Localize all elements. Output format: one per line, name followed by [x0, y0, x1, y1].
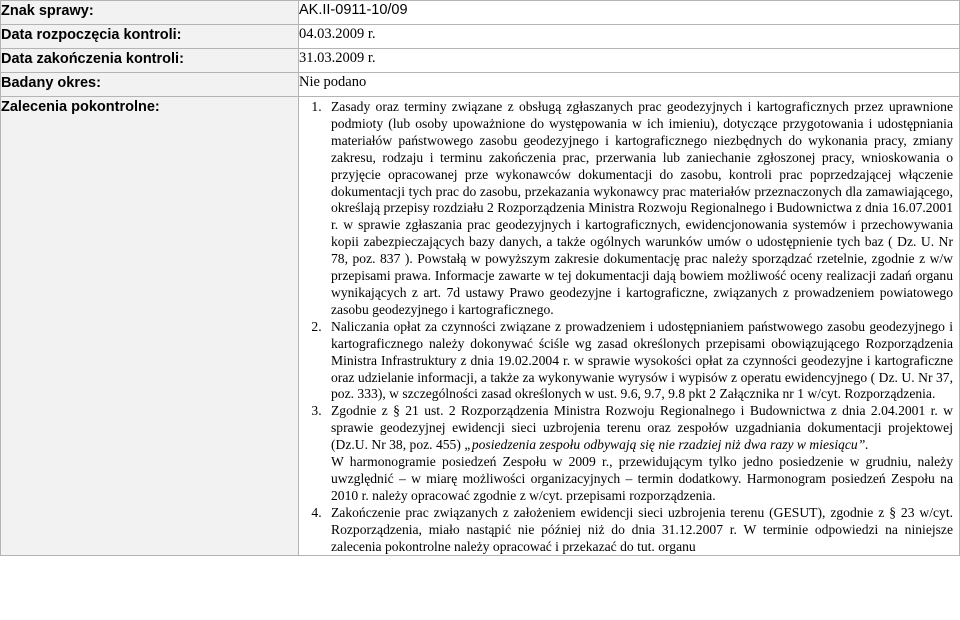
inspection-start-value: 04.03.2009 r.	[299, 25, 960, 49]
recommendations-cell	[299, 97, 960, 556]
recommendation-3-harmonogram: W harmonogramie posiedzeń Zespołu w 2009 r., przewidującym tylko jedno posiedzenie w grudniu, należy uwzględnić – w miarę możliwości organizacyjnych – termin dodatkowy. Harmonogram posiedzeń Zespołu na 2010 r. należy opracować zgodnie z w/cyt. przepisami rozporządzenia.	[331, 454, 953, 503]
recommendation-3-quote: „posiedzenia zespołu odbywają się nie rzadziej niż dwa razy w miesiącu”.	[464, 437, 869, 453]
recommendations-list	[305, 99, 953, 555]
recommendation-4-text: Zakończenie prac związanych z założeniem ewidencji sieci uzbrojenia terenu (GESUT), zgodnie z § 23 w/cyt. Rozporządzenia, miało nastąpić nie później niż do dnia 31.12.2007 r. W terminie odpowiedzi na niniejsze zalecenia pokontrolne należy opracować i przekazać do tut. organu	[331, 504, 953, 554]
recommendations-row	[1, 97, 960, 556]
case-number-label: Znak sprawy:	[1, 1, 299, 25]
inspection-start-row	[1, 25, 960, 49]
case-number-row	[1, 1, 960, 25]
case-number-value: AK.II-0911-10/09	[299, 1, 960, 25]
recommendation-item-3	[325, 403, 953, 504]
inspection-end-row	[1, 49, 960, 73]
examined-period-row	[1, 73, 960, 97]
recommendation-item-4	[325, 505, 953, 556]
recommendation-item-1	[325, 99, 953, 319]
examined-period-label: Badany okres:	[1, 73, 299, 97]
inspection-end-label: Data zakończenia kontroli:	[1, 49, 299, 73]
inspection-end-value: 31.03.2009 r.	[299, 49, 960, 73]
recommendation-item-2	[325, 319, 953, 404]
recommendations-label: Zalecenia pokontrolne:	[1, 97, 299, 556]
inspection-start-label: Data rozpoczęcia kontroli:	[1, 25, 299, 49]
recommendation-2-text: Naliczania opłat za czynności związane z prowadzeniem i udostępnianiem państwowego zasobu geodezyjnego i kartograficznego należy dokonywać ściśle wg zasad określonych przepisami obowiązującego Rozporządzenia Ministra Infrastruktury z dnia 19.02.2004 r. w sprawie wysokości opłat za czynności geodezyjne i kartograficzne oraz udzielanie informacji, a także za wykonywanie wyrysów i wypisów z operatu ewidencyjnego ( Dz. U. Nr 37, poz. 333), w szczególności zasad określonych w ust. 9.6, 9.7, 9.8 pkt 2 Załącznika nr 1 w/cyt. Rozporządzenia.	[331, 318, 953, 402]
examined-period-value: Nie podano	[299, 73, 960, 97]
recommendation-3-text: Zgodnie z § 21 ust. 2 Rozporządzenia Ministra Rozwoju Regionalnego i Budownictwa z dnia 2.04.2001 r. w sprawie geodezyjnej ewidencji sieci uzbrojenia terenu oraz zespołów uzgadniania dokumentacji projektowej (Dz.U. Nr 38, poz. 455)	[331, 403, 953, 453]
recommendation-1-text: Zasady oraz terminy związane z obsługą zgłaszanych prac geodezyjnych i kartograficznych przez uprawnione podmioty (lub osoby upoważnione do występowania w ich imieniu), dotyczące przygotowania i udostępniania materiałów państwowego zasobu geodezyjnego i kartograficznego niezbędnych do wykonania pracy, zmiany zakresu, rodzaju i terminu zakończenia prac, przerwania lub zaniechanie zgłoszonej pracy, wnioskowania o przyjęcie opracowanej prze wykonawców dokumentacji do zasobu, kontroli prac poprzedzającej włączenie dokumentacji tych prac do zasobu, przekazania wykonawcy prac materiałów przeznaczonych dla zamawiającego, określają przepisy rozdziału 2 Rozporządzenia Ministra Rozwoju Regionalnego i Budownictwa z dnia 16.07.2001 r. w sprawie zgłaszania prac geodezyjnych i kartograficznych, ewidencjonowania systemów i przechowywania kopii zabezpieczających bazy danych, a także ogólnych warunków umów o udostępnienie tych baz ( Dz. U. Nr 78, poz. 837 ). Powstałą w powyższym zakresie dokumentację prac należy sporządzać rzetelnie, zgodnie z w/w przepisami prawa. Informacje zawarte w tej dokumentacji dają bowiem możliwość oceny realizacji zadań organu wynikających z art. 7d ustawy Prawo geodezyjne i kartograficzne, związanych z prowadzeniem powiatowego zasobu geodezyjnego i kartograficznego.	[331, 99, 953, 317]
